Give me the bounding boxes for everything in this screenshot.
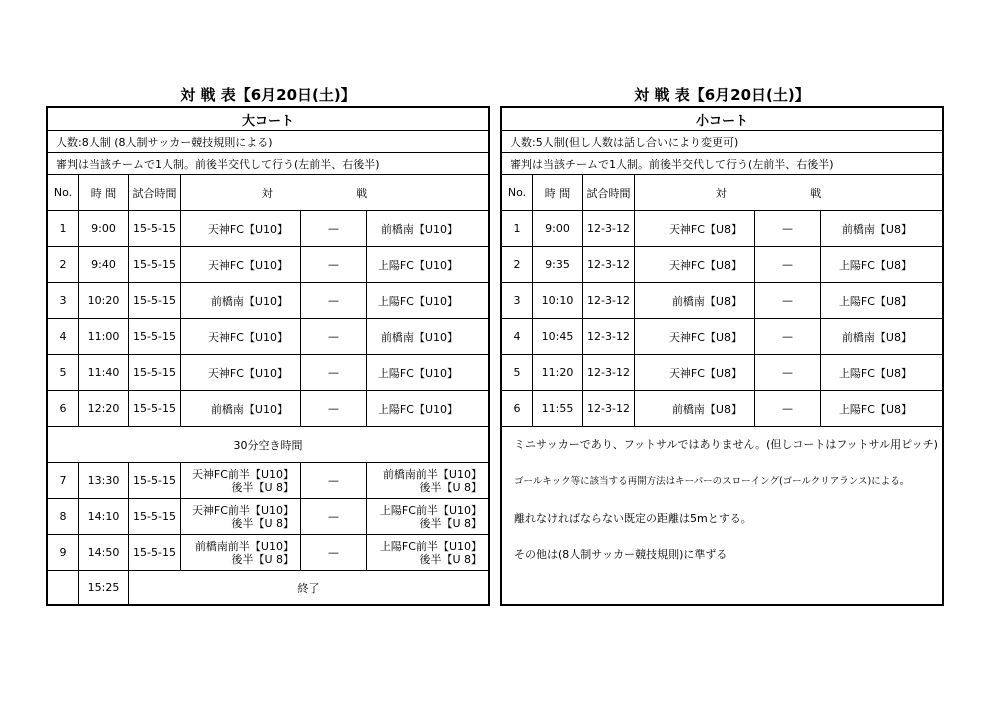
- match-no: 4: [513, 330, 521, 343]
- header-format: 試合時間: [128, 175, 180, 210]
- header-time: 時 間: [532, 175, 582, 210]
- header-time: 時 間: [78, 175, 128, 210]
- large-court-header: [48, 108, 488, 130]
- away-team: 上陽FC【U10】: [366, 391, 488, 426]
- match-row: [48, 354, 488, 390]
- away-first-half: 前橋南前半【U10】: [382, 467, 482, 481]
- away-team: 上陽FC【U10】: [366, 247, 488, 282]
- large-break-label: 30分空き時間: [233, 438, 303, 452]
- home-team-split: [180, 535, 300, 570]
- end-label: 終了: [128, 571, 488, 604]
- match-format: 15-5-15: [128, 463, 180, 498]
- match-no: 1: [513, 222, 521, 235]
- vs-dash: —: [300, 247, 366, 282]
- match-no: 3: [59, 294, 67, 307]
- note-4: その他は(8人制サッカー競技規則)に準ずる: [514, 548, 728, 561]
- match-format: 15-5-15: [128, 535, 180, 570]
- match-format: 15-5-15: [128, 211, 180, 246]
- match-format: 12-3-12: [582, 247, 634, 282]
- away-team: 上陽FC【U8】: [820, 355, 942, 390]
- large-players-text: 人数:8人制 (8人制サッカー競技規則による): [56, 135, 273, 149]
- match-no: 7: [59, 474, 67, 487]
- end-time: 15:25: [78, 571, 128, 604]
- match-no: 2: [513, 258, 521, 271]
- large-table-header: [48, 174, 488, 210]
- match-no: 6: [59, 402, 67, 415]
- away-team-split: [366, 535, 488, 570]
- home-team: 天神FC【U8】: [634, 247, 754, 282]
- home-team: 天神FC【U10】: [180, 319, 300, 354]
- match-format: 15-5-15: [128, 355, 180, 390]
- home-first-half: 天神FC前半【U10】: [191, 467, 294, 481]
- home-team: 天神FC【U10】: [180, 247, 300, 282]
- match-time: 12:20: [78, 391, 128, 426]
- match-format: 12-3-12: [582, 319, 634, 354]
- match-format: 15-5-15: [128, 247, 180, 282]
- match-time: 9:00: [532, 211, 582, 246]
- away-team: 上陽FC【U8】: [820, 247, 942, 282]
- small-referee-text: 審判は当該チームで1人制。前後半交代して行う(左前半、右後半): [510, 157, 834, 171]
- away-team: 前橋南【U8】: [820, 211, 942, 246]
- match-time: 11:00: [78, 319, 128, 354]
- large-referee-text: 審判は当該チームで1人制。前後半交代して行う(左前半、右後半): [56, 157, 380, 171]
- small-table-header: [502, 174, 942, 210]
- match-time: 13:30: [78, 463, 128, 498]
- vs-dash: —: [300, 463, 366, 498]
- match-format: 12-3-12: [582, 283, 634, 318]
- away-team: 上陽FC【U8】: [820, 391, 942, 426]
- small-referee-row: [502, 152, 942, 174]
- away-team: 上陽FC【U10】: [366, 283, 488, 318]
- match-format: 12-3-12: [582, 391, 634, 426]
- header-match: 対 戦: [634, 175, 942, 210]
- home-team: 前橋南【U8】: [634, 391, 754, 426]
- match-format: 15-5-15: [128, 499, 180, 534]
- home-first-half: 前橋南前半【U10】: [194, 539, 294, 553]
- match-row: [502, 390, 942, 426]
- match-time: 11:20: [532, 355, 582, 390]
- match-time: 9:40: [78, 247, 128, 282]
- match-format: 12-3-12: [582, 355, 634, 390]
- vs-dash: —: [300, 535, 366, 570]
- small-court-label: 小コート: [695, 113, 748, 129]
- match-no: 4: [59, 330, 67, 343]
- home-second-half: 後半【U 8】: [231, 552, 294, 566]
- vs-dash: —: [300, 391, 366, 426]
- home-team-split: [180, 463, 300, 498]
- match-row-split: [48, 498, 488, 534]
- match-time: 10:20: [78, 283, 128, 318]
- match-format: 15-5-15: [128, 283, 180, 318]
- match-time: 9:35: [532, 247, 582, 282]
- vs-dash: —: [300, 211, 366, 246]
- match-time: 10:45: [532, 319, 582, 354]
- home-team: 前橋南【U8】: [634, 283, 754, 318]
- vs-dash: —: [754, 355, 820, 390]
- away-team: 前橋南【U10】: [366, 319, 488, 354]
- right-schedule-title: 対 戦 表【6月20日(土)】: [634, 86, 810, 104]
- small-notes-area: [502, 426, 942, 604]
- away-team: 前橋南【U8】: [820, 319, 942, 354]
- match-row: [48, 390, 488, 426]
- match-format: 15-5-15: [128, 391, 180, 426]
- header-no: No.: [507, 186, 527, 199]
- match-row: [48, 282, 488, 318]
- vs-dash: —: [754, 391, 820, 426]
- away-team: 前橋南【U10】: [366, 211, 488, 246]
- vs-dash: —: [300, 319, 366, 354]
- match-no: 6: [513, 402, 521, 415]
- match-no: 3: [513, 294, 521, 307]
- match-no: 8: [59, 510, 67, 523]
- home-team-split: [180, 499, 300, 534]
- note-2: ゴールキック等に該当する再開方法はキーパーのスローイング(ゴールクリアランス)による。: [514, 476, 910, 487]
- match-time: 11:40: [78, 355, 128, 390]
- vs-dash: —: [754, 247, 820, 282]
- match-no: 1: [59, 222, 67, 235]
- end-no-cell: [48, 571, 78, 604]
- match-row: [502, 318, 942, 354]
- note-3: 離れなければならない既定の距離は5mとする。: [514, 512, 752, 525]
- away-first-half: 上陽FC前半【U10】: [379, 539, 482, 553]
- header-match: 対 戦: [180, 175, 488, 210]
- match-row: [502, 210, 942, 246]
- large-court-panel: [46, 106, 490, 606]
- large-court-label: 大コート: [241, 113, 294, 129]
- small-court-header: [502, 108, 942, 130]
- match-format: 15-5-15: [128, 319, 180, 354]
- match-row: [502, 354, 942, 390]
- home-team: 天神FC【U8】: [634, 319, 754, 354]
- match-time: 10:10: [532, 283, 582, 318]
- match-row: [48, 246, 488, 282]
- home-team: 前橋南【U10】: [180, 391, 300, 426]
- match-row: [502, 282, 942, 318]
- home-second-half: 後半【U 8】: [231, 516, 294, 530]
- large-referee-row: [48, 152, 488, 174]
- away-first-half: 上陽FC前半【U10】: [379, 503, 482, 517]
- home-team: 天神FC【U10】: [180, 211, 300, 246]
- large-players-row: [48, 130, 488, 152]
- match-row-split: [48, 462, 488, 498]
- match-time: 11:55: [532, 391, 582, 426]
- match-no: 5: [59, 366, 67, 379]
- note-1: ミニサッカーであり、フットサルではありません。(但しコートはフットサル用ピッチ): [514, 438, 938, 451]
- large-break-row: [48, 426, 488, 462]
- match-row: [502, 246, 942, 282]
- away-team-split: [366, 463, 488, 498]
- match-no: 9: [59, 546, 67, 559]
- match-time: 14:10: [78, 499, 128, 534]
- home-team: 天神FC【U8】: [634, 211, 754, 246]
- match-format: 12-3-12: [582, 211, 634, 246]
- away-second-half: 後半【U 8】: [419, 480, 482, 494]
- left-schedule-title: 対 戦 表【6月20日(土)】: [180, 86, 356, 104]
- match-no: 5: [513, 366, 521, 379]
- match-time: 9:00: [78, 211, 128, 246]
- home-team: 前橋南【U10】: [180, 283, 300, 318]
- small-players-text: 人数:5人制(但し人数は話し合いにより変更可): [510, 135, 739, 149]
- home-second-half: 後半【U 8】: [231, 480, 294, 494]
- away-team: 上陽FC【U10】: [366, 355, 488, 390]
- match-no: 2: [59, 258, 67, 271]
- header-format: 試合時間: [582, 175, 634, 210]
- small-players-row: [502, 130, 942, 152]
- match-row: [48, 210, 488, 246]
- home-first-half: 天神FC前半【U10】: [191, 503, 294, 517]
- vs-dash: —: [754, 211, 820, 246]
- header-no: No.: [53, 186, 73, 199]
- vs-dash: —: [300, 283, 366, 318]
- match-row: [48, 318, 488, 354]
- home-team: 天神FC【U10】: [180, 355, 300, 390]
- away-second-half: 後半【U 8】: [419, 516, 482, 530]
- home-team: 天神FC【U8】: [634, 355, 754, 390]
- vs-dash: —: [754, 283, 820, 318]
- vs-dash: —: [754, 319, 820, 354]
- match-time: 14:50: [78, 535, 128, 570]
- small-court-panel: [500, 106, 944, 606]
- vs-dash: —: [300, 499, 366, 534]
- away-second-half: 後半【U 8】: [419, 552, 482, 566]
- away-team-split: [366, 499, 488, 534]
- vs-dash: —: [300, 355, 366, 390]
- away-team: 上陽FC【U8】: [820, 283, 942, 318]
- match-row-split: [48, 534, 488, 570]
- large-end-row: [48, 570, 488, 604]
